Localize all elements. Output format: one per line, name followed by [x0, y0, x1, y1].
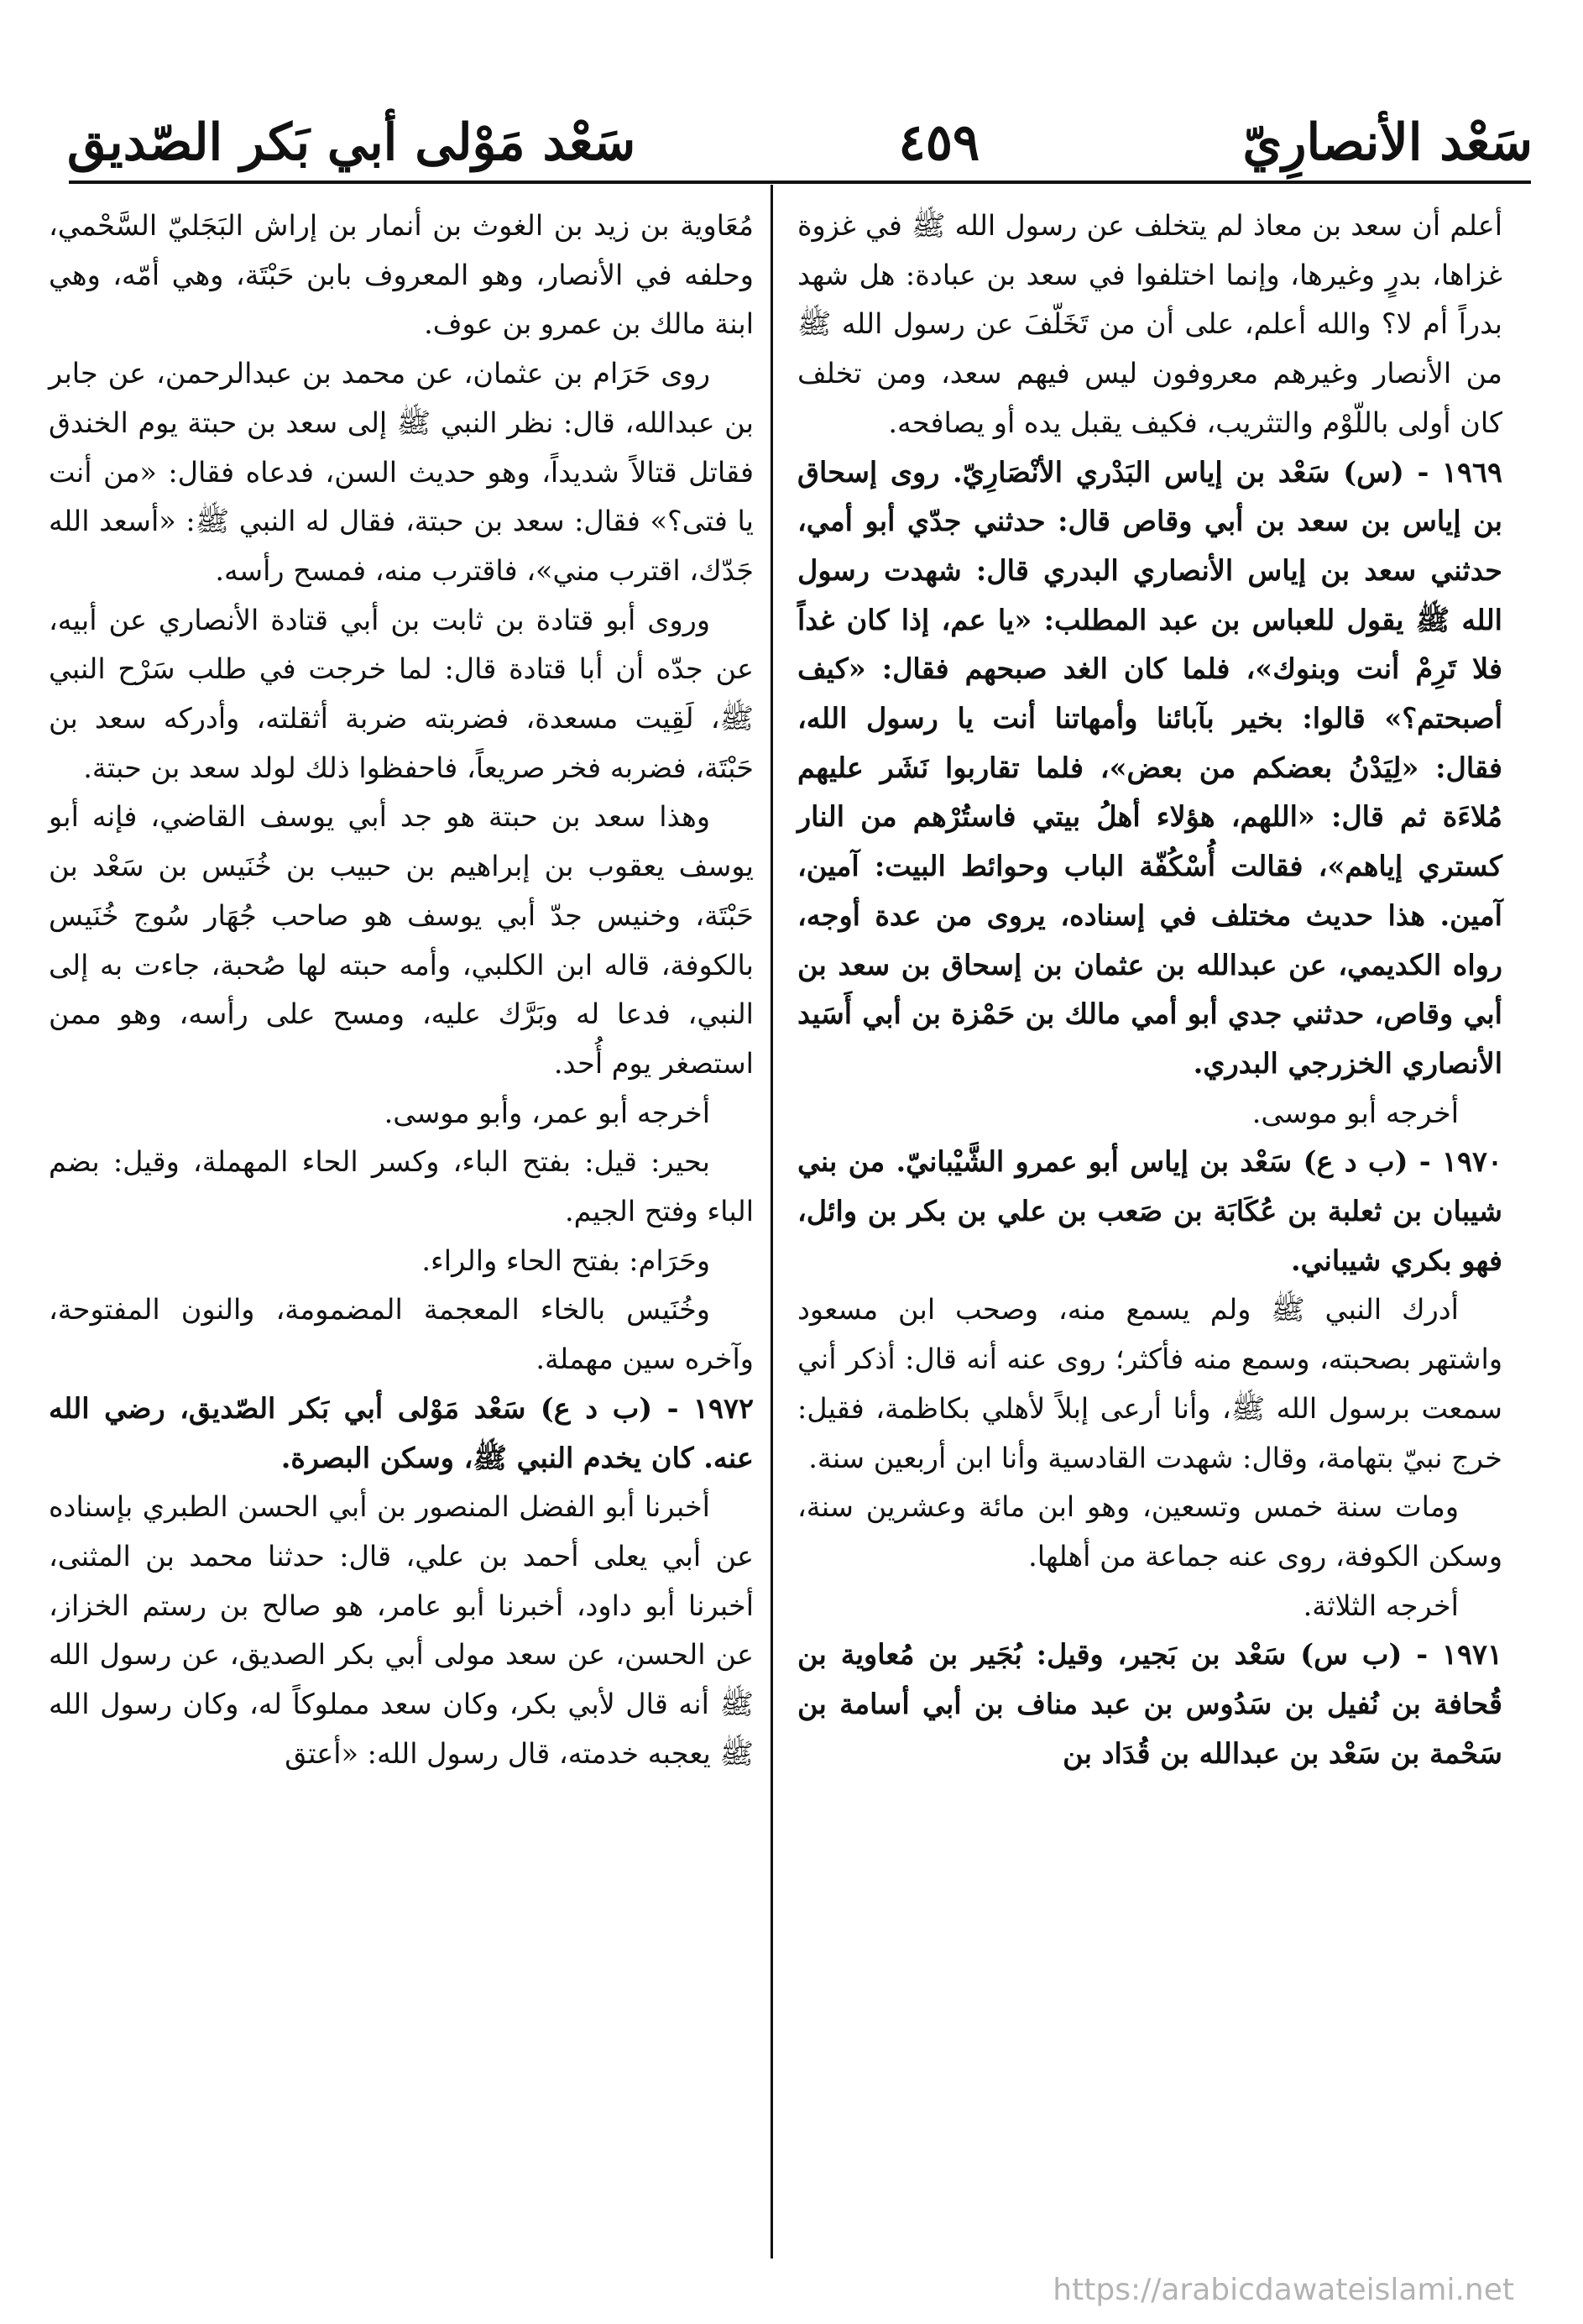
header-left-title: سَعْد مَوْلى أبي بَكر الصّديق	[67, 113, 636, 172]
paragraph: أخبرنا أبو الفضل المنصور بن أبي الحسن الطبري بإسناده عن أبي يعلى أحمد بن علي، قال: حدثنا محمد بن المثنى، أخبرنا أبو داود، أخبرنا أبو عامر، هو صالح بن رستم الخزاز، عن الحسن، عن سعد مولى أبي بكر الصديق، عن رسول الله ﷺ أنه قال لأبي بكر، وكان سعد مملوكاً له، وكان رسول الله ﷺ يعجبه خدمته، قال رسول الله: «أعتق	[49, 1490, 754, 1770]
page-header	[67, 101, 1533, 185]
entry-1971: ١٩٧١ - (ب س) سَعْد بن بَجير، وقيل: بُجَير بن مُعاوية بن قُحافة بن نُفيل بن سَدُوس بن عبد مناف بن أبي أسامة بن سَحْمة بن سَعْد بن عبدالله بن قُدَاد بن	[797, 1638, 1502, 1770]
paragraph: ومات سنة خمس وتسعين، وهو ابن مائة وعشرين سنة، وسكن الكوفة، روى عنه جماعة من أهلها.	[797, 1490, 1502, 1573]
paragraph: روى حَرَام بن عثمان، عن محمد بن عبدالرحمن، عن جابر بن عبدالله، قال: نظر النبي ﷺ إلى سعد بن حبتة يوم الخندق فقاتل قتالاً شديداً، وهو حديث السن، فدعاه فقال: «من أنت يا فتى؟» فقال: سعد بن حبتة، فقال له النبي ﷺ: «أسعد الله جَدّك، اقترب مني»، فاقترب منه، فمسح رأسه.	[49, 357, 754, 587]
column-divider	[771, 185, 773, 2259]
paragraph: مُعَاوية بن زيد بن الغوث بن أنمار بن إراش البَجَليّ السَّحْمي، وحلفه في الأنصار، وهو المعروف بابن حَبْتَة، وهي أمّه، وهي ابنة مالك بن عمرو بن عوف.	[49, 209, 754, 341]
watermark-url: https://arabicdawateislami.net	[1053, 2273, 1514, 2307]
page-number: ٤٥٩	[898, 113, 980, 172]
entry-1972: ١٩٧٢ - (ب د ع) سَعْد مَوْلى أبي بَكر الصّديق، رضي الله عنه. كان يخدم النبي ﷺ، وسكن البصرة.	[49, 1391, 754, 1474]
paragraph: بحير: قيل: بفتح الباء، وكسر الحاء المهملة، وقيل: بضم الباء وفتح الجيم.	[49, 1145, 754, 1228]
left-column	[49, 202, 754, 1779]
entry-1969: ١٩٦٩ - (س) سَعْد بن إياس البَدْري الأنْصَارِيّ. روى إسحاق بن إياس بن سعد بن أبي وقاص قال: حدثني جدّي أبو أمي، حدثني سعد بن إياس الأنصاري البدري قال: شهدت رسول الله ﷺ يقول للعباس بن عبد المطلب: «يا عم، إذا كان غداً فلا تَرِمْ أنت وبنوك»، فلما كان الغد صبحهم فقال: «كيف أصبحتم؟» قالوا: بخير بآبائنا وأمهاتنا أنت يا رسول الله، فقال: «لِيَدْنُ بعضكم من بعض»، فلما تقاربوا نَشَر عليهم مُلاءَة ثم قال: «اللهم، هؤلاء أهلُ بيتي فاستُرْهم من النار كستري إياهم»، فقالت أُسْكُفّة الباب وحوائط البيت: آمين، آمين. هذا حديث مختلف في إسناده، يروى من عدة أوجه، رواه الكديمي، عن عبدالله بن عثمان بن إسحاق بن سعد بن أبي وقاص، حدثني جدي أبو أمي مالك بن حَمْزة بن أبي أَسَيد الأنصاري الخزرجي البدري.	[797, 455, 1502, 1080]
paragraph: أعلم أن سعد بن معاذ لم يتخلف عن رسول الله ﷺ في غزوة غزاها، بدرٍ وغيرها، وإنما اختلفوا في سعد بن عبادة: هل شهد بدراً أم لا؟ والله أعلم، على أن من تَخَلّفَ عن رسول الله ﷺ من الأنصار وغيرهم معروفون ليس فيهم سعد، ومن تخلف كان أولى باللّوْم والتثريب، فكيف يقبل يده أو يصافحه.	[797, 209, 1502, 439]
paragraph: أدرك النبي ﷺ ولم يسمع منه، وصحب ابن مسعود واشتهر بصحبته، وسمع منه فأكثر؛ روى عنه أنه قال: أذكر أني سمعت برسول الله ﷺ، وأنا أرعى إبلاً لأهلي بكاظمة، فقيل: خرج نبيّ بتهامة، وقال: شهدت القادسية وأنا ابن أربعين سنة.	[797, 1293, 1502, 1474]
header-rule	[69, 181, 1531, 184]
paragraph: وخُنَيس بالخاء المعجمة المضمومة، والنون المفتوحة، وآخره سين مهملة.	[49, 1293, 754, 1376]
right-column	[797, 202, 1502, 1779]
entry-1970: ١٩٧٠ - (ب د ع) سَعْد بن إياس أبو عمرو الشَّيْبانيّ. من بني شيبان بن ثعلبة بن عُكَابَة بن صَعب بن علي بن بكر بن وائل، فهو بكري شيباني.	[797, 1145, 1502, 1277]
paragraph: وحَرَام: بفتح الحاء والراء.	[421, 1243, 710, 1277]
paragraph: أخرجه أبو عمر، وأبو موسى.	[384, 1096, 710, 1129]
header-right-title: سَعْد الأنصارِيّ	[1242, 113, 1533, 172]
paragraph: أخرجه أبو موسى.	[1251, 1096, 1459, 1129]
paragraph: وهذا سعد بن حبتة هو جد أبي يوسف القاضي، فإنه أبو يوسف يعقوب بن إبراهيم بن حبيب بن خُنَيس بن سَعْد بن حَبْتَة، وخنيس جدّ أبي يوسف هو صاحب جُهَار سُوج خُنَيس بالكوفة، قاله ابن الكلبي، وأمه حبته لها صُحبة، جاءت به إلى النبي، فدعا له وبَرَّك عليه، ومسح على رأسه، وهو ممن استصغر يوم أُحد.	[49, 800, 754, 1080]
paragraph: أخرجه الثلاثة.	[1303, 1589, 1459, 1622]
paragraph: وروى أبو قتادة بن ثابت بن أبي قتادة الأنصاري عن أبيه، عن جدّه أن أبا قتادة قال: لما خرجت في طلب سَرْح النبي ﷺ، لَقِيت مسعدة، فضربته ضربة أثقلته، وأدركه سعد بن حَبْتَة، فضربه فخر صريعاً، فاحفظوا ذلك لولد سعد بن حبتة.	[49, 603, 754, 784]
